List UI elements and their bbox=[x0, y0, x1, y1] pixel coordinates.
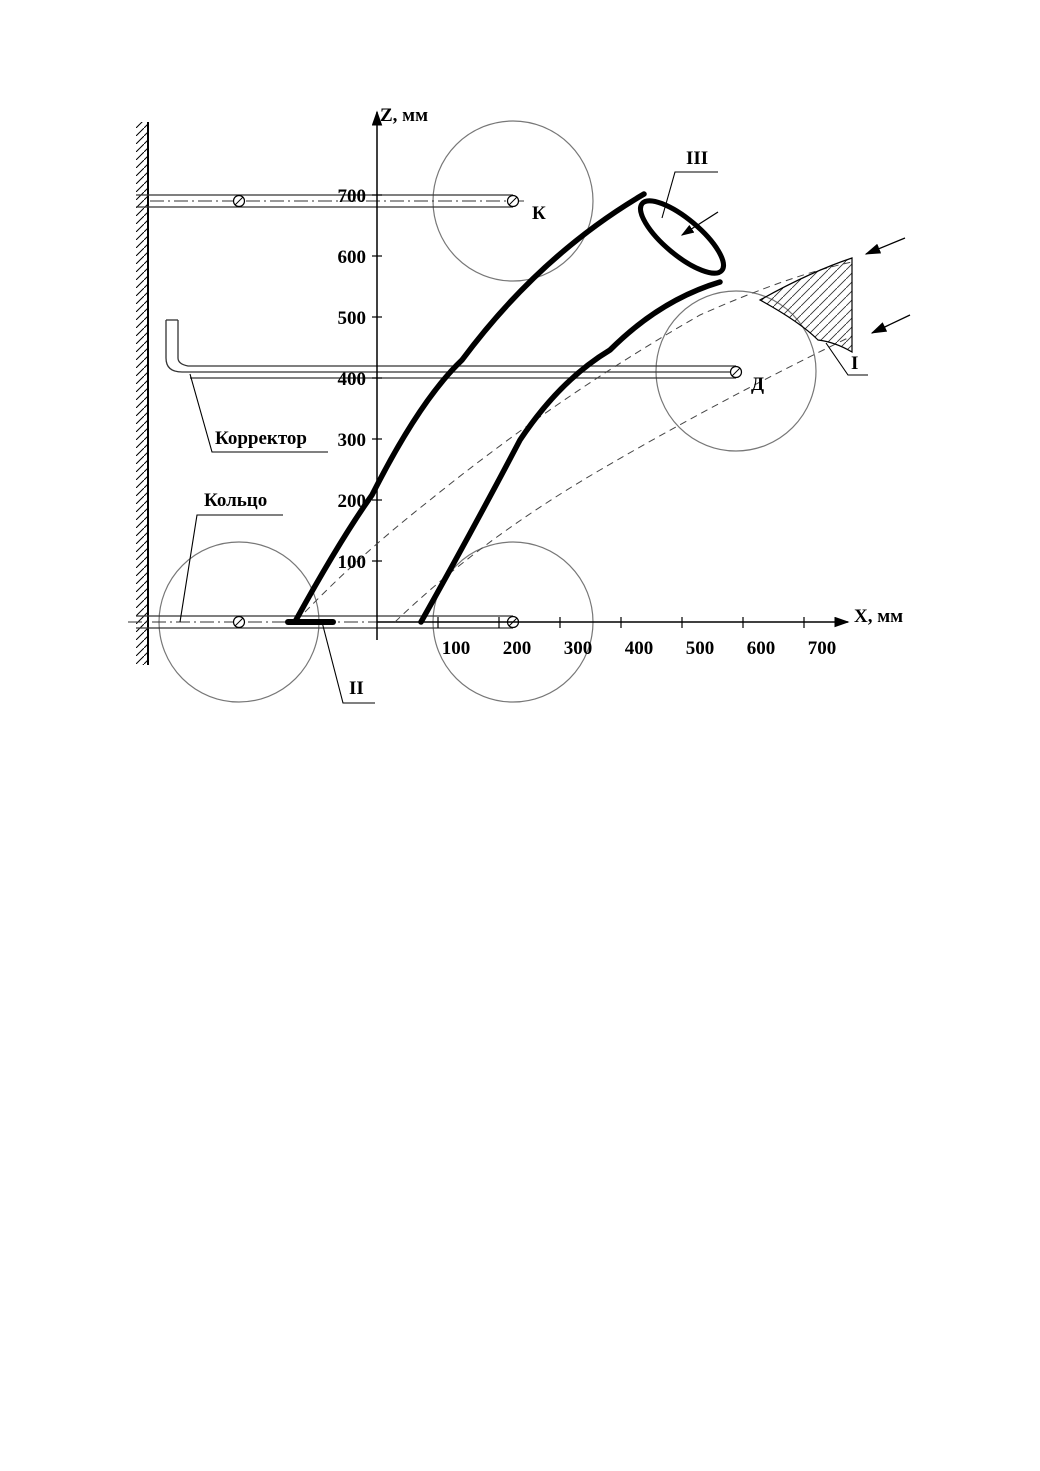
x-tick-label: 100 bbox=[441, 638, 471, 659]
ring-label: Кольцо bbox=[204, 490, 268, 511]
z-tick-labels bbox=[338, 186, 367, 573]
roller-k-label: К bbox=[532, 203, 546, 224]
z-tick-label: 400 bbox=[337, 369, 366, 390]
pipe-end-opening bbox=[631, 190, 734, 284]
load-arrow-lower bbox=[872, 315, 910, 333]
leader-ring bbox=[180, 515, 283, 622]
z-axis-label: Z, мм bbox=[380, 105, 429, 126]
load-arrow-upper bbox=[866, 238, 905, 254]
zone-2-label: II bbox=[349, 678, 364, 699]
z-tick-label: 200 bbox=[337, 491, 366, 512]
trajectory-curves bbox=[305, 262, 852, 622]
corrector-label: Корректор bbox=[215, 428, 307, 449]
zone-1-hatched-area bbox=[760, 258, 852, 352]
z-tick-label: 600 bbox=[337, 247, 366, 268]
x-tick-label: 300 bbox=[563, 638, 593, 659]
pipe-inner-wall bbox=[421, 282, 720, 622]
z-tick-label: 500 bbox=[337, 308, 366, 329]
roller-circles bbox=[159, 121, 816, 702]
roller-d-label: Д bbox=[751, 374, 765, 395]
z-tick-label: 700 bbox=[337, 186, 366, 207]
shafts bbox=[128, 195, 736, 628]
z-tick-label: 300 bbox=[337, 430, 366, 451]
pin-markers bbox=[234, 196, 742, 628]
wall bbox=[136, 122, 148, 665]
x-tick-label: 400 bbox=[624, 638, 654, 659]
x-axis-label: X, мм bbox=[854, 606, 904, 627]
x-tick-label: 600 bbox=[746, 638, 776, 659]
x-tick-labels bbox=[442, 638, 837, 659]
z-tick-label: 100 bbox=[337, 552, 366, 573]
x-tick-label: 700 bbox=[807, 638, 837, 659]
x-tick-label: 200 bbox=[502, 638, 532, 659]
zone-3-label: III bbox=[686, 148, 709, 169]
leader-zone-3 bbox=[662, 172, 718, 218]
zone-1-label: I bbox=[851, 353, 859, 374]
x-tick-label: 500 bbox=[685, 638, 715, 659]
